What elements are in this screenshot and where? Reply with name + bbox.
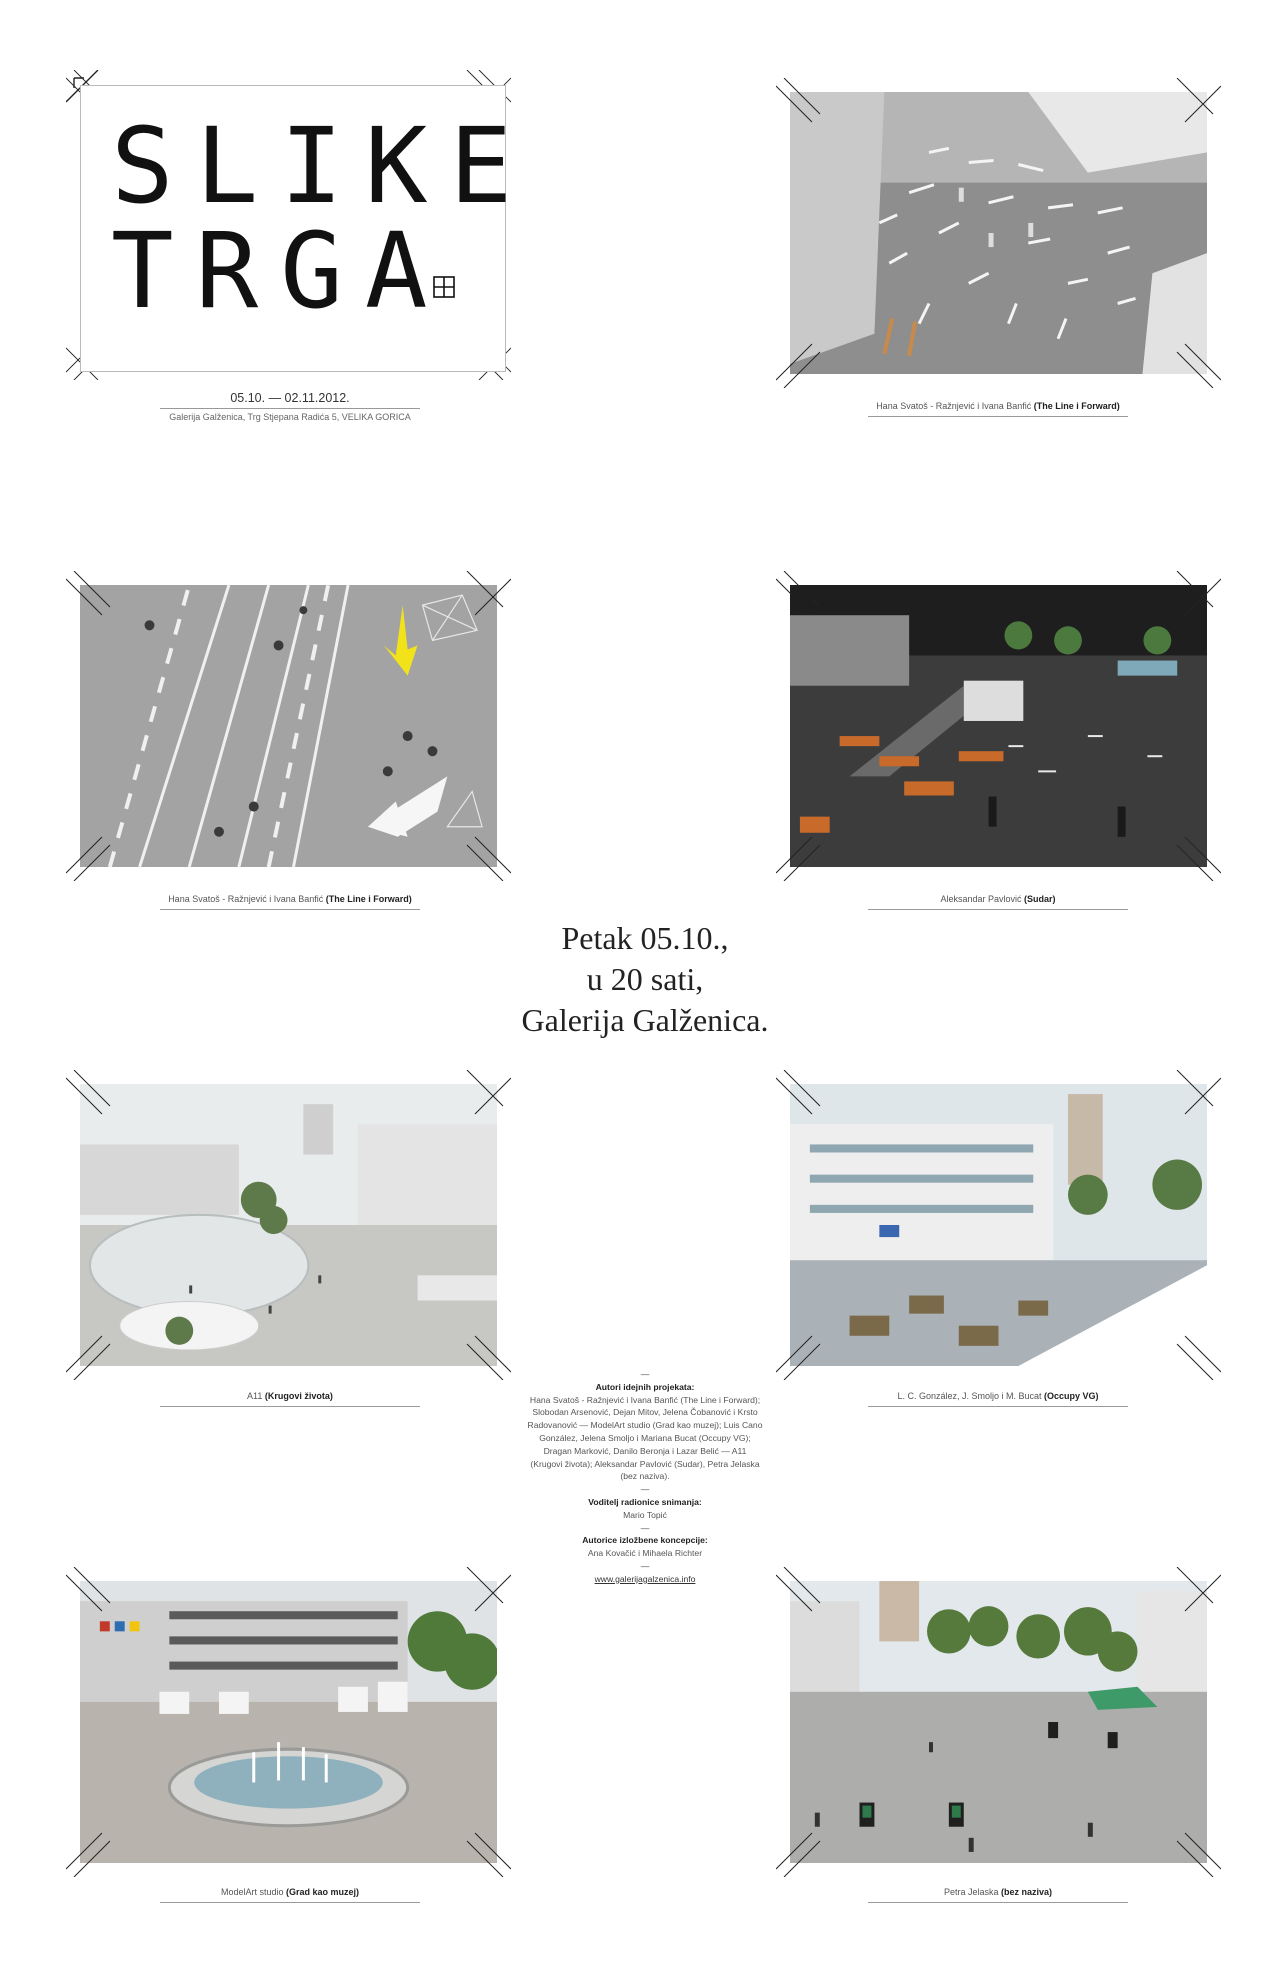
caption-7 — [868, 1887, 1128, 1903]
exhibition-dates: 05.10. — 02.11.2012. — [230, 391, 350, 405]
caption-1 — [868, 401, 1128, 417]
dates-divider — [160, 408, 420, 409]
event-location: Galerija Galženica. — [521, 1002, 769, 1038]
title-slike: SLIKE — [111, 105, 535, 227]
photo-frame-6 — [66, 1567, 511, 1877]
caption-2 — [160, 894, 420, 910]
photo-frame-4 — [66, 1070, 511, 1380]
website-link[interactable]: www.galerijagalzenica.info — [594, 1573, 696, 1584]
render-occupy-vg — [790, 1084, 1207, 1366]
concept-names: Ana Kovačić i Mihaela Richter — [587, 1548, 703, 1559]
caption-3 — [868, 894, 1128, 910]
credits-dash: — — [640, 1560, 650, 1571]
caption-work: (Grad kao muzej) — [286, 1887, 360, 1897]
credits-dash: — — [640, 1369, 650, 1379]
event-announcement — [420, 918, 870, 1041]
credits-dash: — — [640, 1522, 650, 1533]
caption-author: Aleksandar Pavlović — [940, 894, 1022, 904]
event-time: u 20 sati, — [586, 961, 704, 997]
caption-work: (The Line i Forward) — [325, 894, 412, 904]
photo-frame-2 — [66, 571, 511, 881]
photo-frame-5 — [776, 1070, 1221, 1380]
render-line-forward-2 — [80, 585, 497, 867]
credits-dash: — — [640, 1484, 650, 1495]
caption-author: Petra Jelaska — [943, 1887, 999, 1897]
caption-author: ModelArt studio — [220, 1887, 284, 1897]
caption-5 — [868, 1391, 1128, 1407]
workshop-heading: Voditelj radionice snimanja: — [588, 1496, 702, 1507]
authors-text: Hana Svatoš - Ražnjević i Ivana Banfić (The Line i Forward); Slobodan Arsenović, Dejan Mitov, Jelena Čobanović i Krsto Radovanović — ModelArt studio (Grad kao muzej); Luis Cano González, Jelena Smoljo i Mariana Bucat (Occupy VG); Dragan Marković, Danilo Beronja i Lazar Belić — A11 (Krugovi života); Aleksandar Pavlović (Sudar), Petra Jelaska (bez naziva). — [527, 1394, 763, 1482]
caption-work: (bez naziva) — [1001, 1887, 1053, 1897]
title-box — [80, 85, 535, 372]
render-krugovi-zivota — [80, 1084, 497, 1366]
caption-author: L. C. González, J. Smoljo i M. Bucat — [897, 1391, 1042, 1401]
caption-work: (The Line i Forward) — [1033, 401, 1120, 411]
render-sudar — [790, 585, 1207, 867]
photo-frame-7 — [776, 1567, 1221, 1877]
render-line-forward-1 — [790, 92, 1207, 374]
credits-block — [527, 1368, 763, 1586]
caption-work: (Sudar) — [1024, 894, 1056, 904]
render-bez-naziva — [790, 1581, 1207, 1863]
caption-work: (Occupy VG) — [1044, 1391, 1099, 1401]
caption-author: Hana Svatoš - Ražnjević i Ivana Banfić — [876, 401, 1032, 411]
caption-author: Hana Svatoš - Ražnjević i Ivana Banfić — [168, 894, 324, 904]
photo-frame-1 — [776, 78, 1221, 388]
square-grid-icon — [433, 276, 455, 298]
venue-address: Galerija Galženica, Trg Stjepana Radića 5, VELIKA GORICA — [169, 412, 411, 422]
workshop-name: Mario Topić — [623, 1509, 667, 1520]
photo-frame-3 — [776, 571, 1221, 881]
caption-6 — [160, 1887, 420, 1903]
caption-work: (Krugovi života) — [264, 1391, 333, 1401]
event-date: Petak 05.10., — [561, 920, 729, 956]
caption-4 — [160, 1391, 420, 1407]
render-grad-kao-muzej — [80, 1581, 497, 1863]
title-trga: TRGA — [111, 210, 450, 332]
caption-author: A11 — [247, 1391, 263, 1401]
concept-heading: Autorice izložbene koncepcije: — [582, 1535, 708, 1546]
authors-heading: Autori idejnih projekata: — [595, 1381, 695, 1392]
